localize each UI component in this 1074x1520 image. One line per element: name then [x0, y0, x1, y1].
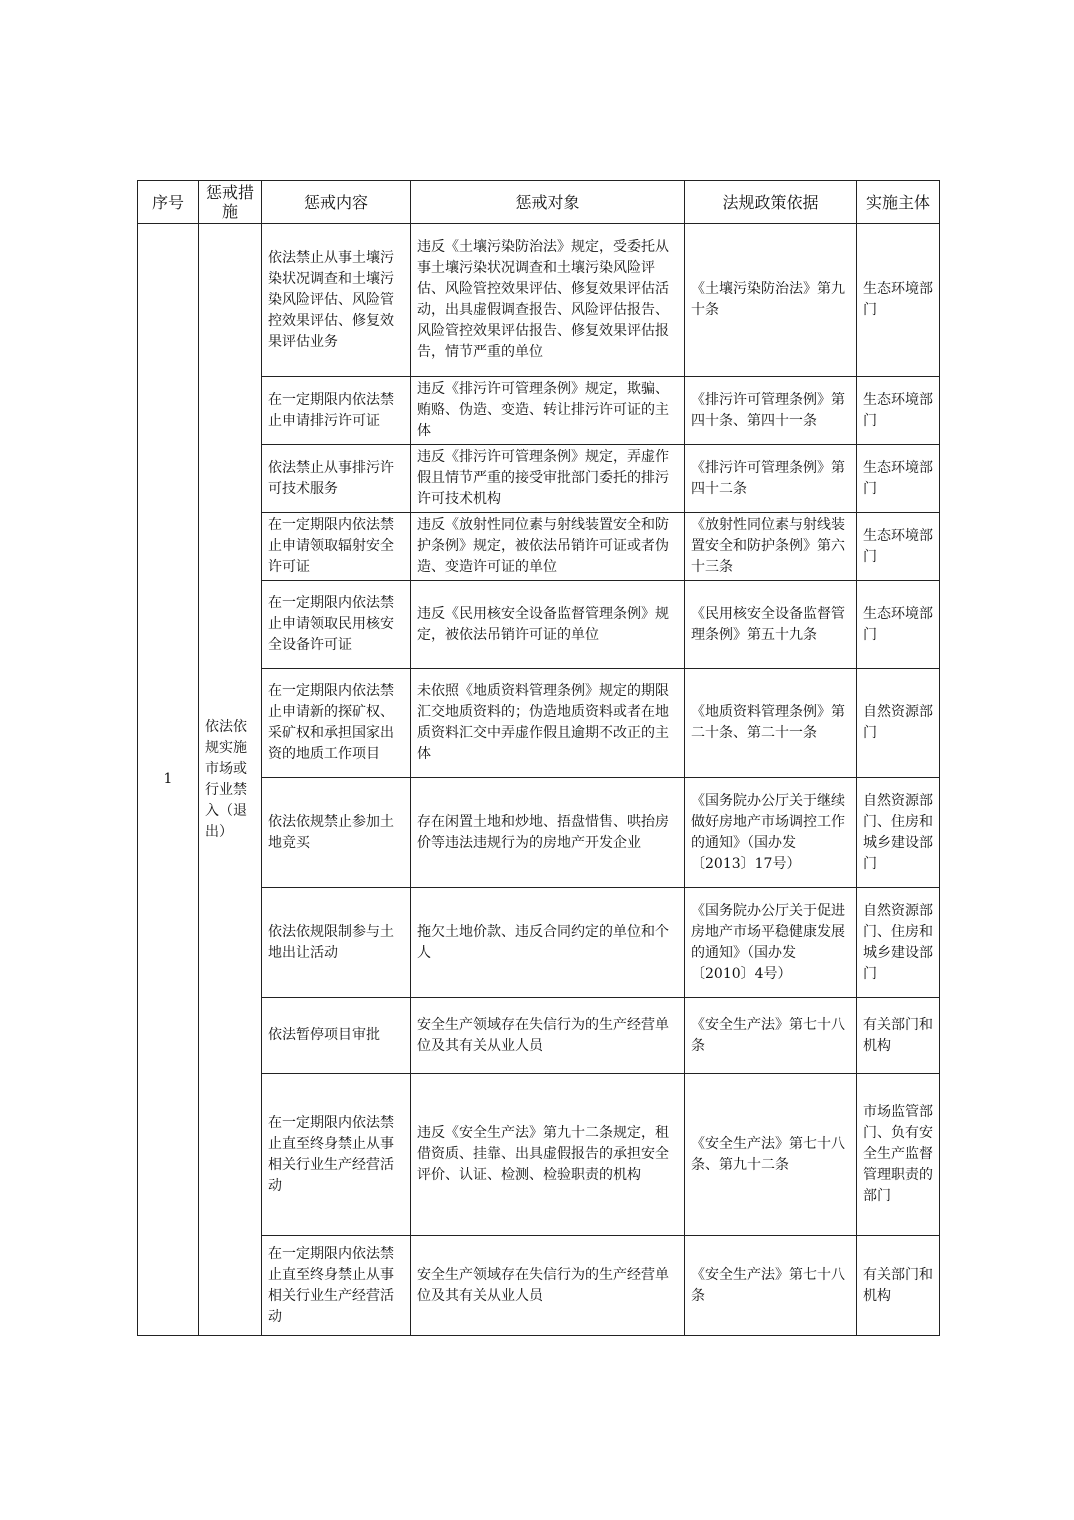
- target-cell: 违反《安全生产法》第九十二条规定，租借资质、挂靠、出具虚假报告的承担安全评价、认证、检测、检验职责的机构: [411, 1074, 685, 1236]
- basis-cell: 《民用核安全设备监督管理条例》第五十九条: [685, 581, 857, 669]
- basis-cell: 《安全生产法》第七十八条: [685, 1236, 857, 1336]
- header-basis: 法规政策依据: [685, 181, 857, 224]
- table-row: [138, 224, 940, 377]
- basis-cell: 《土壤污染防治法》第九十条: [685, 224, 857, 377]
- subject-cell: 市场监管部门、负有安全生产监督管理职责的部门: [857, 1074, 940, 1236]
- subject-cell: 生态环境部门: [857, 445, 940, 513]
- group-measure-cell: 依法依规实施市场或行业禁入（退出）: [199, 224, 262, 1336]
- subject-cell: 生态环境部门: [857, 581, 940, 669]
- basis-cell: 《国务院办公厅关于促进房地产市场平稳健康发展的通知》（国办发〔2010〕4号）: [685, 888, 857, 998]
- subject-cell: 自然资源部门、住房和城乡建设部门: [857, 888, 940, 998]
- basis-cell: 《地质资料管理条例》第二十条、第二十一条: [685, 669, 857, 778]
- group-seq-cell: 1: [138, 224, 199, 1336]
- target-cell: 存在闲置土地和炒地、捂盘惜售、哄抬房价等违法违规行为的房地产开发企业: [411, 778, 685, 888]
- basis-cell: 《放射性同位素与射线装置安全和防护条例》第六十三条: [685, 513, 857, 581]
- header-measure: 惩戒措施: [199, 181, 262, 224]
- target-cell: 违反《民用核安全设备监督管理条例》规定，被依法吊销许可证的单位: [411, 581, 685, 669]
- penalty-table: [137, 180, 940, 1336]
- header-seq: 序号: [138, 181, 199, 224]
- content-cell: 在一定期限内依法禁止直至终身禁止从事相关行业生产经营活动: [262, 1236, 411, 1336]
- target-cell: 未依照《地质资料管理条例》规定的期限汇交地质资料的；伪造地质资料或者在地质资料汇交中弄虚作假且逾期不改正的主体: [411, 669, 685, 778]
- content-cell: 在一定期限内依法禁止申请领取民用核安全设备许可证: [262, 581, 411, 669]
- target-cell: 安全生产领域存在失信行为的生产经营单位及其有关从业人员: [411, 998, 685, 1074]
- target-cell: 违反《排污许可管理条例》规定，弄虚作假且情节严重的接受审批部门委托的排污许可技术机构: [411, 445, 685, 513]
- content-cell: 依法禁止从事土壤污染状况调查和土壤污染风险评估、风险管控效果评估、修复效果评估业务: [262, 224, 411, 377]
- header-subject: 实施主体: [857, 181, 940, 224]
- content-cell: 在一定期限内依法禁止直至终身禁止从事相关行业生产经营活动: [262, 1074, 411, 1236]
- subject-cell: 生态环境部门: [857, 377, 940, 445]
- target-cell: 违反《土壤污染防治法》规定，受委托从事土壤污染状况调查和土壤污染风险评估、风险管控效果评估、修复效果评估活动，出具虚假调查报告、风险评估报告、风险管控效果评估报告、修复效果评估报告，情节严重的单位: [411, 224, 685, 377]
- content-cell: 依法依规限制参与土地出让活动: [262, 888, 411, 998]
- header-target: 惩戒对象: [411, 181, 685, 224]
- content-cell: 在一定期限内依法禁止申请领取辐射安全许可证: [262, 513, 411, 581]
- basis-cell: 《排污许可管理条例》第四十二条: [685, 445, 857, 513]
- target-cell: 安全生产领域存在失信行为的生产经营单位及其有关从业人员: [411, 1236, 685, 1336]
- target-cell: 违反《放射性同位素与射线装置安全和防护条例》规定，被依法吊销许可证或者伪造、变造许可证的单位: [411, 513, 685, 581]
- subject-cell: 有关部门和机构: [857, 998, 940, 1074]
- content-cell: 依法禁止从事排污许可技术服务: [262, 445, 411, 513]
- content-cell: 在一定期限内依法禁止申请新的探矿权、采矿权和承担国家出资的地质工作项目: [262, 669, 411, 778]
- content-cell: 依法依规禁止参加土地竞买: [262, 778, 411, 888]
- subject-cell: 生态环境部门: [857, 224, 940, 377]
- target-cell: 违反《排污许可管理条例》规定，欺骗、贿赂、伪造、变造、转让排污许可证的主体: [411, 377, 685, 445]
- basis-cell: 《排污许可管理条例》第四十条、第四十一条: [685, 377, 857, 445]
- target-cell: 拖欠土地价款、违反合同约定的单位和个人: [411, 888, 685, 998]
- subject-cell: 自然资源部门、住房和城乡建设部门: [857, 778, 940, 888]
- subject-cell: 有关部门和机构: [857, 1236, 940, 1336]
- content-cell: 在一定期限内依法禁止申请排污许可证: [262, 377, 411, 445]
- table-header-row: [138, 181, 940, 224]
- subject-cell: 生态环境部门: [857, 513, 940, 581]
- basis-cell: 《安全生产法》第七十八条、第九十二条: [685, 1074, 857, 1236]
- header-content: 惩戒内容: [262, 181, 411, 224]
- content-cell: 依法暂停项目审批: [262, 998, 411, 1074]
- basis-cell: 《国务院办公厅关于继续做好房地产市场调控工作的通知》（国办发〔2013〕17号）: [685, 778, 857, 888]
- subject-cell: 自然资源部门: [857, 669, 940, 778]
- basis-cell: 《安全生产法》第七十八条: [685, 998, 857, 1074]
